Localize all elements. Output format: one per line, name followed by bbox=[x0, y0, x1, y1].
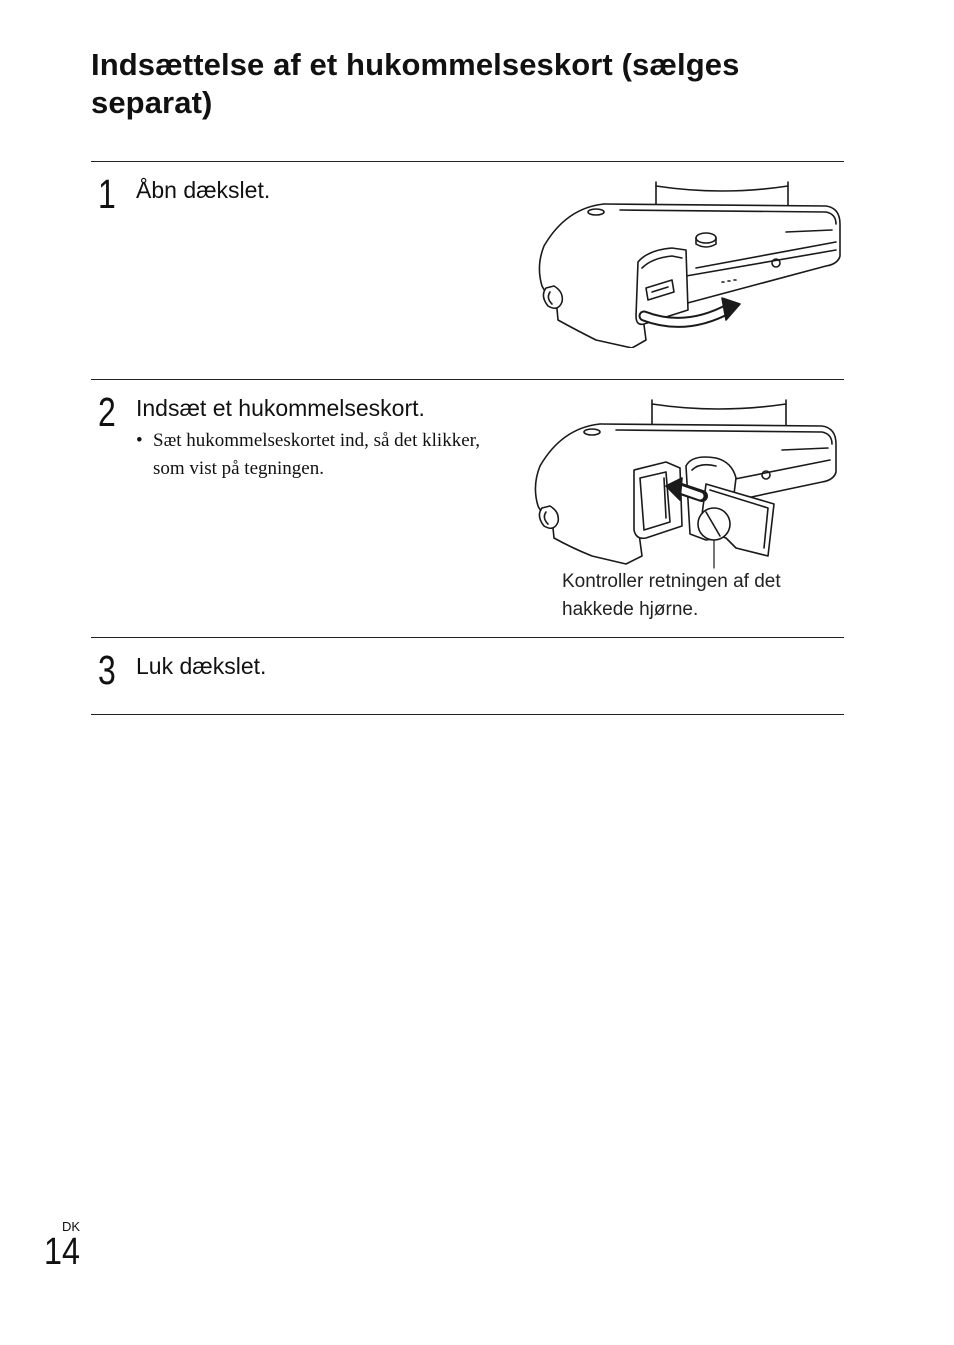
bullet-text: Sæt hukommelseskortet ind, så det klikker, som vist på tegningen. bbox=[153, 430, 480, 479]
section-divider bbox=[91, 714, 844, 715]
step-title: Luk dækslet. bbox=[136, 653, 267, 679]
figure-caption: Kontroller retningen af det hakkede hjørne. bbox=[562, 571, 781, 620]
section-divider bbox=[91, 637, 844, 638]
bullet-item bbox=[136, 427, 516, 483]
step-number: 2 bbox=[98, 389, 116, 435]
step-number: 3 bbox=[98, 647, 116, 693]
bullet-mark: • bbox=[136, 430, 143, 451]
step-title: Indsæt et hukommelseskort. bbox=[136, 395, 425, 421]
camera-open-cover-illustration bbox=[536, 180, 844, 348]
page-number: 14 bbox=[44, 1231, 80, 1273]
step-title: Åbn dækslet. bbox=[136, 177, 271, 203]
page-title: Indsættelse af et hukommelseskort (sælges separat) bbox=[91, 47, 740, 120]
camera-insert-card-illustration bbox=[530, 398, 840, 570]
section-divider bbox=[91, 379, 844, 380]
language-code: DK bbox=[62, 1219, 81, 1234]
section-divider bbox=[91, 161, 844, 162]
step-number: 1 bbox=[98, 171, 116, 217]
